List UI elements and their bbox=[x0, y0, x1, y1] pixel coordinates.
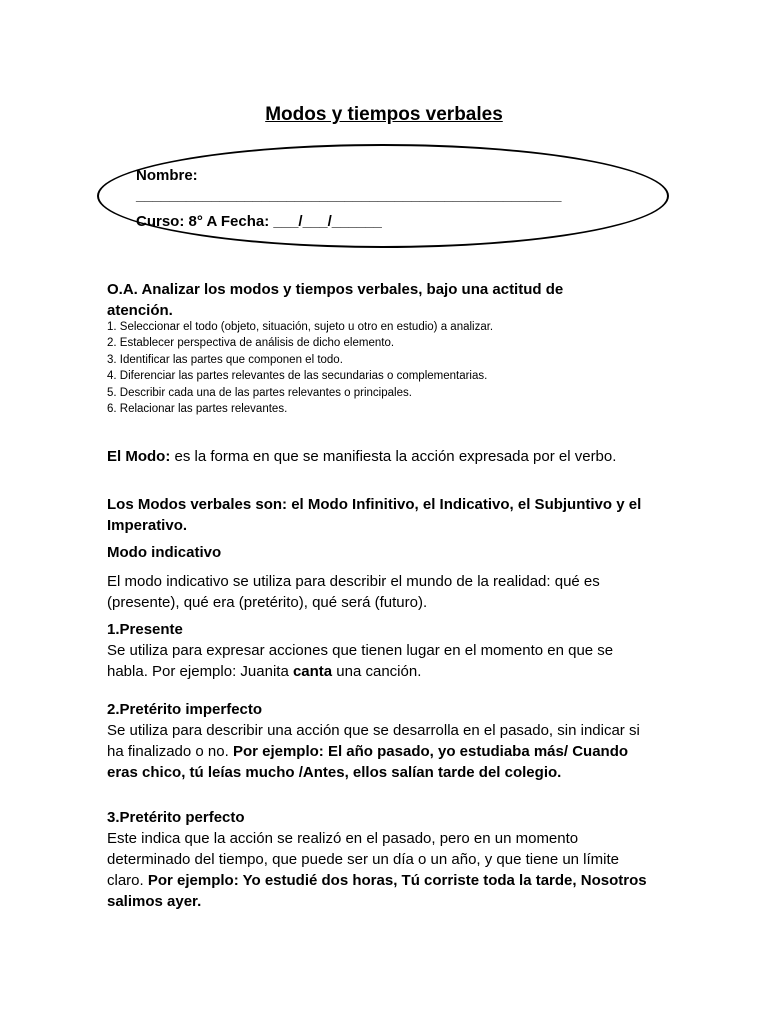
presente-bold-word: canta bbox=[292, 663, 333, 680]
curso-fecha-line: Curso: 8° A Fecha: ___/___/______ bbox=[136, 213, 382, 230]
objective-heading: O.A. Analizar los modos y tiempos verbales, bajo una actitud de atención. bbox=[107, 281, 564, 319]
objective-step: 4. Diferenciar las partes relevantes de las secundarias o complementarias. bbox=[107, 370, 488, 383]
preterito-perfecto-body: Este indica que la acción se realizó en el pasado, pero en un momento determinado del tiempo, que puede ser un día o un año, y que tiene un límite claro. bbox=[107, 830, 620, 889]
modo-indicativo-text: El modo indicativo se utiliza para describir el mundo de la realidad: qué es (presente), qué era (pretérito), qué será (futuro). bbox=[107, 573, 600, 611]
presente-heading: 1.Presente bbox=[107, 621, 183, 638]
objective-step: 6. Relacionar las partes relevantes. bbox=[107, 403, 288, 416]
preterito-perfecto-heading: 3.Pretérito perfecto bbox=[107, 809, 245, 826]
preterito-perfecto-text bbox=[107, 828, 647, 912]
preterito-imperfecto-body: Se utiliza para describir una acción que se desarrolla en el pasado, sin indicar si ha finalizado o no. bbox=[107, 722, 640, 760]
modo-definition bbox=[107, 446, 647, 467]
modos-verbales-paragraph: Los Modos verbales son: el Modo Infinitivo, el Indicativo, el Subjuntivo y el Imperativo. bbox=[107, 496, 642, 534]
preterito-imperfecto-example: Por ejemplo: El año pasado, yo estudiaba más/ Cuando eras chico, tú leías mucho /Antes, ellos salían tarde del colegio. bbox=[107, 743, 629, 781]
presente-text-after: una canción. bbox=[332, 663, 422, 680]
objective-step: 1. Seleccionar el todo (objeto, situación, sujeto u otro en estudio) a analizar. bbox=[107, 321, 494, 333]
title-text: Modos y tiempos verbales bbox=[265, 104, 503, 125]
nombre-label: Nombre: bbox=[136, 167, 198, 184]
modo-indicativo-heading: Modo indicativo bbox=[107, 544, 222, 561]
preterito-perfecto-example: Por ejemplo: Yo estudié dos horas, Tú corriste toda la tarde, Nosotros salimos ayer. bbox=[107, 872, 647, 910]
preterito-imperfecto-text bbox=[107, 720, 647, 783]
preterito-imperfecto-heading: 2.Pretérito imperfecto bbox=[107, 701, 263, 718]
objective-step: 2. Establecer perspectiva de análisis de dicho elemento. bbox=[107, 337, 395, 350]
presente-text bbox=[107, 640, 647, 682]
presente-text-before: Se utiliza para expresar acciones que tienen lugar en el momento en que se habla. Por ejemplo: Juanita bbox=[107, 642, 614, 680]
nombre-blank-line: ___________________________________________________ bbox=[136, 187, 562, 204]
page-title bbox=[0, 104, 768, 126]
modo-label: El Modo: bbox=[107, 448, 171, 465]
preterito-imperfecto-section bbox=[107, 699, 647, 783]
objective-steps-list bbox=[107, 319, 493, 417]
objective-step: 5. Describir cada una de las partes relevantes o principales. bbox=[107, 386, 412, 399]
objective-step: 3. Identificar las partes que componen el todo. bbox=[107, 353, 343, 366]
preterito-perfecto-section bbox=[107, 807, 647, 912]
modo-text: es la forma en que se manifiesta la acción expresada por el verbo. bbox=[170, 448, 617, 465]
presente-section bbox=[107, 619, 647, 682]
